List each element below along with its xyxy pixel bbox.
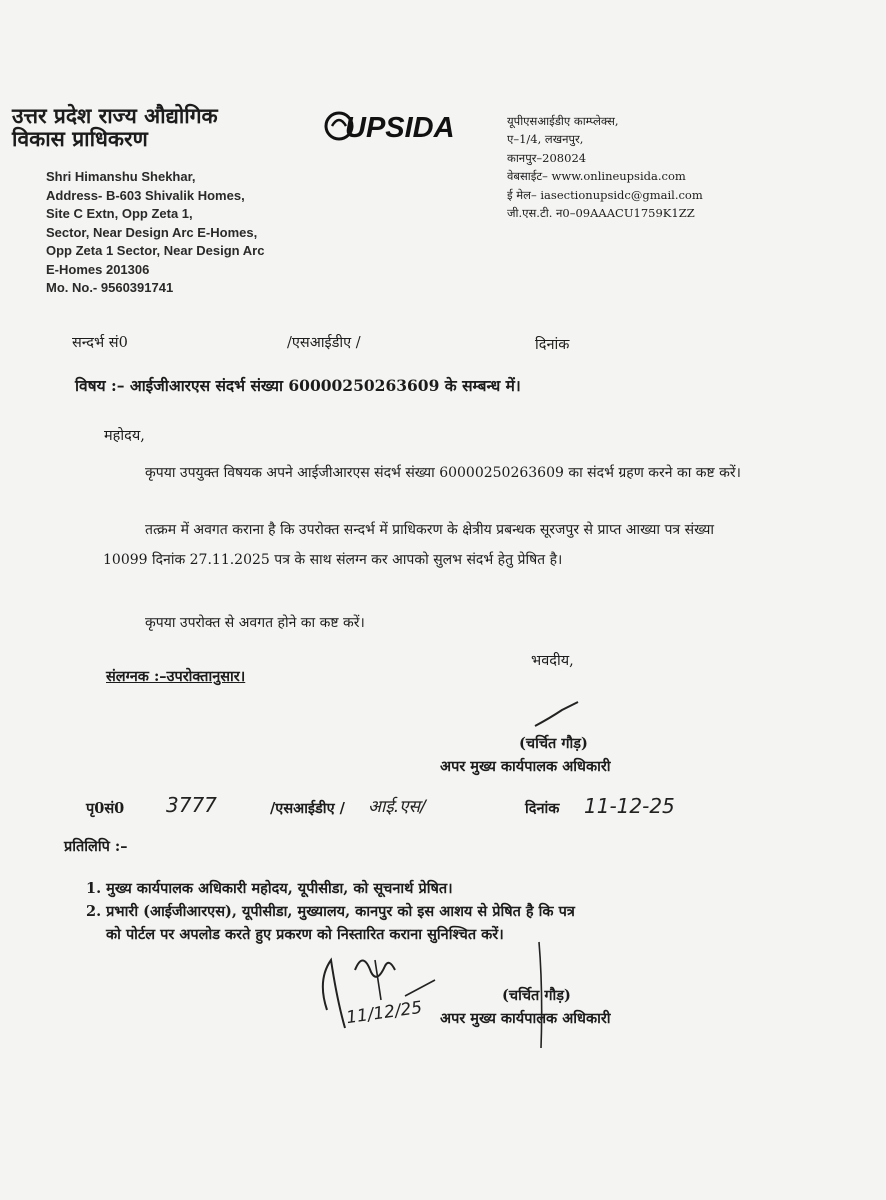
addressee-line: Mo. No.- 9560391741 [46, 280, 174, 295]
salutation: महोदय, [104, 428, 145, 444]
contact-line: ई मेल– iasectionupsidc@gmail.com [507, 187, 703, 202]
addressee-line: Opp Zeta 1 Sector, Near Design Arc [46, 243, 265, 258]
logo-text: UPSIDA [345, 112, 455, 144]
copy-to-item: 2. प्रभारी (आईजीआरएस), यूपीसीडा, मुख्यालय, कानपुर को इस आशय से प्रेषित है कि पत्र [86, 903, 575, 920]
signatory-designation: अपर मुख्य कार्यपालक अधिकारी [440, 758, 611, 775]
dispatch-date: 11-12-25 [584, 794, 675, 818]
addressee-line: Shri Himanshu Shekhar, [46, 169, 196, 184]
addressee-line: Sector, Near Design Arc E-Homes, [46, 224, 258, 240]
contact-line: जी.एस.टी. न0–09AAACU1759K1ZZ [507, 206, 695, 221]
contact-line: वेबसाईट– www.onlineupsida.com [507, 169, 686, 184]
reference-code: /एसआईडीए / [287, 335, 361, 351]
copy-to-item: को पोर्टल पर अपलोड करते हुए प्रकरण को निस्तारित कराना सुनिश्चित करें। [106, 926, 504, 943]
signatory2-name: (चर्चित गौड़) [502, 987, 571, 1004]
signatory-name: (चर्चित गौड़) [519, 735, 588, 752]
copy-to-item: 1. मुख्य कार्यपालक अधिकारी महोदय, यूपीसीडा, को सूचनार्थ प्रेषित। [86, 880, 453, 897]
org-name-line2: विकास प्राधिकरण [12, 126, 148, 151]
enclosure: संलग्नक :–उपरोक्तानुसार। [106, 668, 246, 685]
contact-line: ए–1/4, लखनपुर, [507, 132, 584, 147]
closing: भवदीय, [531, 653, 574, 669]
copy-to-label: प्रतिलिपि :– [64, 838, 128, 855]
addressee-line: E-Homes 201306 [46, 261, 150, 277]
dispatch-label: पृ0सं0 [86, 800, 125, 817]
contact-line: कानपुर–208024 [507, 150, 587, 165]
addressee-line: Site C Extn, Opp Zeta 1, [46, 206, 193, 221]
reference-date-label: दिनांक [535, 337, 570, 353]
org-name-line1: उत्तर प्रदेश राज्य औद्योगिक [12, 103, 218, 128]
body-paragraph: कृपया उपयुक्त विषयक अपने आईजीआरएस संदर्भ संख्या 60000250263609 का संदर्भ ग्रहण करने का कष्ट करें। [145, 465, 741, 481]
addressee-line: Address- B-603 Shivalik Homes, [46, 187, 245, 203]
signatory2-designation: अपर मुख्य कार्यपालक अधिकारी [440, 1010, 611, 1027]
dispatch-handwritten-code: आई.एस/ [368, 797, 426, 817]
dispatch-code: /एसआईडीए / [270, 800, 345, 817]
body-paragraph: तत्क्रम में अवगत कराना है कि उपरोक्त सन्दर्भ में प्राधिकरण के क्षेत्रीय प्रबन्धक सूरजपुर से प्राप्त आख्या पत्र संख्या 10099 दिनांक 27.11.2025 पत्र के साथ संलग्न कर आपको सुलभ संदर्भ हेतु प्रेषित है। [103, 522, 715, 568]
handwritten-date: 11/12/25 [344, 997, 424, 1029]
body-paragraph: कृपया उपरोक्त से अवगत होने का कष्ट करें। [145, 615, 365, 631]
subject-line: विषय :– आईजीआरएस संदर्भ संख्या 60000250263609 के सम्बन्ध में। [75, 376, 521, 395]
dispatch-number: 3777 [166, 793, 217, 817]
reference-label: सन्दर्भ सं0 [72, 335, 128, 351]
upsida-logo [323, 108, 455, 144]
organization-name [12, 104, 218, 150]
contact-block [507, 112, 703, 222]
contact-line: यूपीएसआईडीए काम्प्लेक्स, [507, 114, 619, 128]
dispatch-date-label: दिनांक [525, 800, 560, 817]
addressee-block [46, 168, 264, 298]
signature-mark [530, 700, 590, 730]
